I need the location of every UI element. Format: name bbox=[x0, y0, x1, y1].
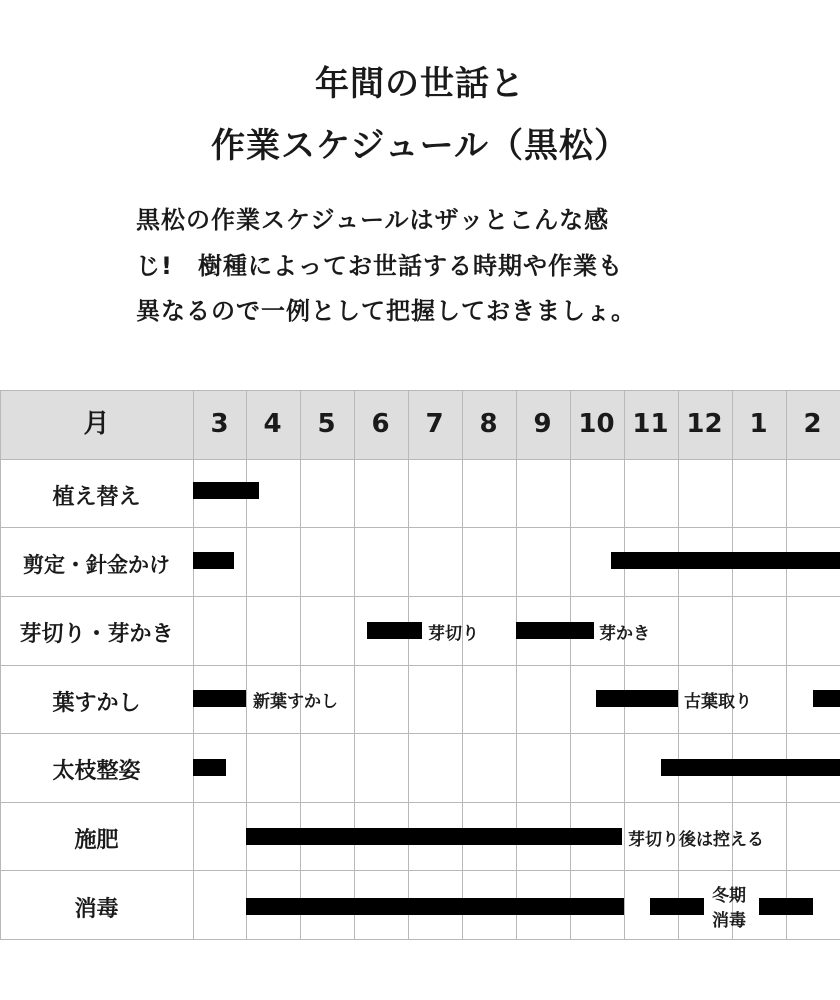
row-label-repotting: 植え替え bbox=[52, 485, 141, 510]
schedule-bar bbox=[193, 759, 226, 776]
month-header: 6 bbox=[371, 409, 390, 439]
schedule-bar bbox=[759, 898, 813, 915]
bar-note: 新葉すかし bbox=[253, 692, 338, 712]
schedule-bar bbox=[813, 690, 840, 707]
month-header: 4 bbox=[263, 409, 282, 439]
schedule-bar bbox=[516, 622, 594, 639]
schedule-table bbox=[0, 390, 840, 940]
intro-text-line: じ! 樹種によってお世話する時期や作業も bbox=[136, 252, 623, 280]
row-label-fertilizing: 施肥 bbox=[74, 828, 119, 853]
schedule-bar bbox=[193, 482, 259, 499]
schedule-bar bbox=[611, 552, 840, 569]
row-label-needle-thinning: 葉すかし bbox=[52, 691, 141, 716]
grid-line bbox=[0, 939, 840, 940]
month-header: 2 bbox=[803, 409, 822, 439]
grid-line bbox=[0, 527, 840, 528]
intro-text-line: 異なるので一例として把握しておきましょ。 bbox=[136, 297, 636, 325]
bar-note: 芽切り bbox=[428, 624, 479, 644]
grid-line bbox=[0, 596, 840, 597]
schedule-bar bbox=[246, 898, 624, 915]
row-label-pruning-wiring: 剪定・針金かけ bbox=[23, 553, 170, 577]
grid-line bbox=[0, 870, 840, 871]
row-label-bud-cutting: 芽切り・芽かき bbox=[19, 622, 174, 647]
intro-text-line: 黒松の作業スケジュールはザッとこんな感 bbox=[136, 206, 610, 234]
page-title: 年間の世話と bbox=[315, 64, 525, 104]
schedule-bar bbox=[661, 759, 840, 776]
month-header: 5 bbox=[317, 409, 336, 439]
schedule-bar bbox=[367, 622, 422, 639]
grid-line bbox=[0, 733, 840, 734]
grid-line bbox=[0, 459, 840, 460]
schedule-bar bbox=[246, 828, 622, 845]
bar-note: 消毒 bbox=[712, 911, 746, 931]
month-header: 8 bbox=[479, 409, 498, 439]
month-header: 9 bbox=[533, 409, 552, 439]
month-header: 3 bbox=[210, 409, 229, 439]
schedule-bar bbox=[193, 552, 234, 569]
bar-note: 古葉取り bbox=[684, 692, 752, 712]
month-header: 11 bbox=[632, 409, 669, 439]
bar-note: 芽かき bbox=[599, 624, 650, 644]
month-header: 10 bbox=[578, 409, 615, 439]
schedule-bar bbox=[596, 690, 678, 707]
row-label-disinfection: 消毒 bbox=[74, 897, 119, 922]
schedule-bar bbox=[650, 898, 704, 915]
month-header: 12 bbox=[686, 409, 723, 439]
row-label-branch-shaping: 太枝整姿 bbox=[52, 759, 141, 784]
bar-note: 芽切り後は控える bbox=[628, 830, 764, 850]
grid-line bbox=[0, 802, 840, 803]
month-header: 7 bbox=[425, 409, 444, 439]
grid-line bbox=[0, 665, 840, 666]
schedule-bar bbox=[193, 690, 246, 707]
page-subtitle: 作業スケジュール（黒松） bbox=[211, 126, 629, 166]
month-header: 1 bbox=[749, 409, 768, 439]
bar-note: 冬期 bbox=[712, 886, 746, 906]
month-header-label: 月 bbox=[83, 409, 110, 439]
